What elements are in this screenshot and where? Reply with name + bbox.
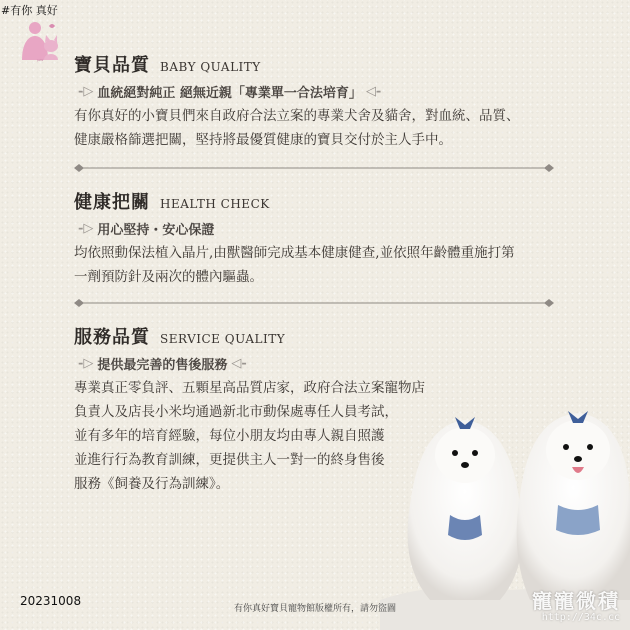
- watermark-url: http://34c.cc: [541, 612, 620, 623]
- chevron-right-icon: -▷: [78, 356, 94, 371]
- chevron-right-icon: -▷: [78, 221, 94, 236]
- right-dog: [517, 411, 630, 600]
- left-dog: [408, 417, 523, 600]
- svg-text:pets: pets: [36, 58, 44, 62]
- subtitle-text: 血統絕對純正 絕無近親「專業單一合法培育」: [97, 86, 362, 101]
- subtitle-text: 用心堅持・安心保證: [97, 223, 215, 238]
- diamond-icon: [74, 164, 84, 172]
- section-title-en: SERVICE QUALITY: [160, 332, 286, 346]
- body-line: 一劑預防針及兩次的體內驅蟲。: [74, 269, 263, 285]
- section-health-check: [74, 188, 564, 289]
- section-subtitle: [74, 219, 564, 238]
- section-subtitle: [74, 82, 564, 101]
- section-subtitle: [74, 354, 564, 373]
- watermark-title: 寵寵微積: [532, 589, 620, 613]
- date-stamp: 20231008: [20, 594, 82, 608]
- body-line: 專業真正零負評、五顆星高品質店家，政府合法立案寵物店: [74, 380, 425, 396]
- body-line: 有你真好的小寶貝們來自政府合法立案的專業犬舍及貓舍，對血統、品質、: [74, 108, 520, 124]
- diamond-icon: [544, 164, 554, 172]
- diamond-icon: [74, 299, 84, 307]
- chevron-left-icon: ◁-: [365, 84, 382, 99]
- chevron-right-icon: -▷: [78, 84, 94, 99]
- section-baby-quality: [74, 51, 564, 152]
- section-body: [74, 241, 564, 289]
- section-title-en: HEALTH CHECK: [160, 197, 270, 211]
- site-watermark: [532, 590, 620, 623]
- diamond-icon: [544, 299, 554, 307]
- section-divider: [74, 296, 554, 310]
- body-line: 並進行行為教育訓練，更提供主人一對一的終身售後: [74, 452, 385, 468]
- body-line: 健康嚴格篩選把關，堅持將最優質健康的寶貝交付於主人手中。: [74, 132, 452, 148]
- section-body: [74, 104, 564, 152]
- section-title-zh: 寶貝品質: [74, 55, 150, 76]
- body-line: 並有多年的培育經驗，每位小朋友均由專人親自照護: [74, 428, 385, 444]
- body-line: 負責人及店長小米均通過新北市動保處專任人員考試，: [74, 404, 398, 420]
- section-title-zh: 服務品質: [74, 327, 150, 348]
- body-line: 均依照動保法植入晶片,由獸醫師完成基本健康健查,並依照年齡體重施打第: [74, 245, 515, 261]
- section-divider: [74, 161, 554, 175]
- chevron-left-icon: ◁-: [231, 356, 247, 371]
- hashtag-label: #有你 真好: [1, 4, 58, 17]
- pink-pets-logo-icon: [18, 16, 62, 62]
- copyright-notice: 有你真好寶貝寵物館版權所有，請勿盜圖: [233, 604, 396, 614]
- body-line: 服務《飼養及行為訓練》。: [74, 476, 230, 492]
- subtitle-text: 提供最完善的售後服務: [97, 358, 228, 373]
- section-title-en: BABY QUALITY: [160, 60, 261, 74]
- section-title-zh: 健康把關: [74, 192, 150, 213]
